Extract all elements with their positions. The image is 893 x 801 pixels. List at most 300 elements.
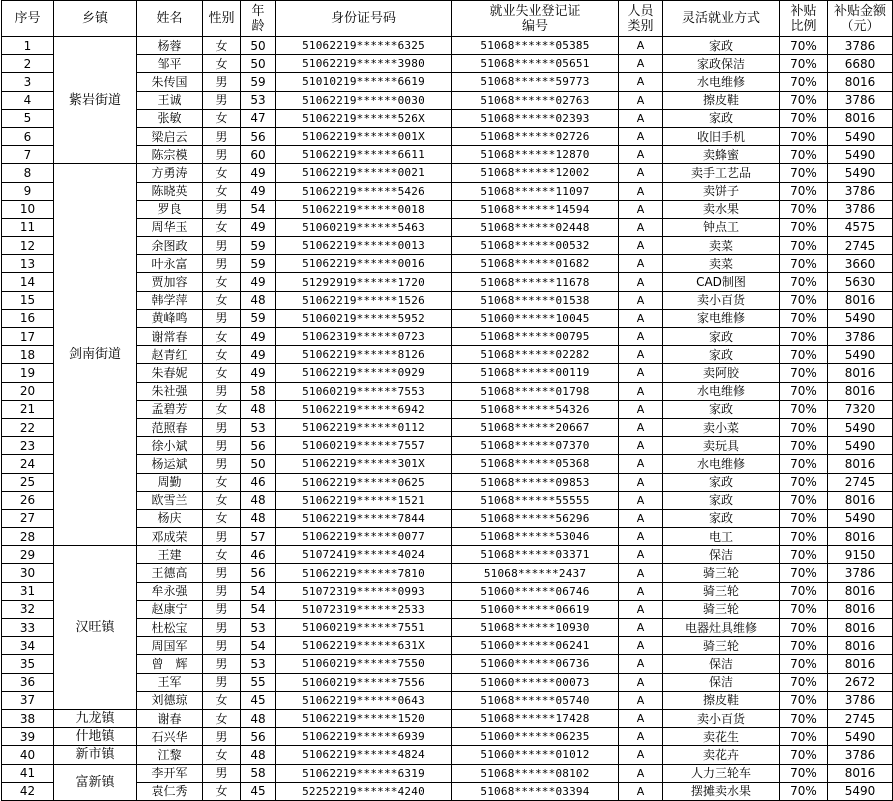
header-age bbox=[241, 1, 276, 37]
cell-employment-type: 家政 bbox=[663, 400, 780, 418]
cell-subsidy-amount: 5490 bbox=[828, 309, 893, 327]
cell-employment-type: CAD制图 bbox=[663, 273, 780, 291]
cell-town: 九龙镇 bbox=[54, 709, 137, 727]
cell-registration-number: 51060******06736 bbox=[452, 655, 619, 673]
cell-name: 袁仁秀 bbox=[137, 782, 203, 800]
cell-subsidy-amount: 2745 bbox=[828, 237, 893, 255]
cell-registration-number: 51068******02393 bbox=[452, 109, 619, 127]
cell-subsidy-ratio: 70% bbox=[780, 619, 828, 637]
cell-subsidy-amount: 2745 bbox=[828, 473, 893, 491]
cell-employment-type: 卖菜 bbox=[663, 237, 780, 255]
cell-subsidy-amount: 3786 bbox=[828, 746, 893, 764]
cell-gender: 男 bbox=[203, 382, 241, 400]
header-ratio-line2: 比例 bbox=[790, 18, 817, 34]
cell-gender: 男 bbox=[203, 582, 241, 600]
cell-town: 什地镇 bbox=[54, 728, 137, 746]
cell-employment-type: 卖蜂蜜 bbox=[663, 146, 780, 164]
cell-index: 30 bbox=[2, 564, 54, 582]
cell-age: 60 bbox=[241, 146, 276, 164]
cell-person-type: A bbox=[619, 655, 663, 673]
cell-name: 邹平 bbox=[137, 55, 203, 73]
cell-person-type: A bbox=[619, 182, 663, 200]
cell-name: 谢常春 bbox=[137, 328, 203, 346]
cell-name: 欧雪兰 bbox=[137, 491, 203, 509]
cell-person-type: A bbox=[619, 528, 663, 546]
cell-name: 周国军 bbox=[137, 637, 203, 655]
cell-name: 叶永富 bbox=[137, 255, 203, 273]
cell-age: 49 bbox=[241, 164, 276, 182]
cell-person-type: A bbox=[619, 418, 663, 436]
cell-age: 53 bbox=[241, 655, 276, 673]
cell-subsidy-amount: 8016 bbox=[828, 364, 893, 382]
cell-id-number: 52252219******4240 bbox=[276, 782, 452, 800]
cell-subsidy-ratio: 70% bbox=[780, 37, 828, 55]
cell-registration-number: 51068******09853 bbox=[452, 473, 619, 491]
cell-employment-type: 卖小百货 bbox=[663, 709, 780, 727]
cell-gender: 男 bbox=[203, 127, 241, 145]
cell-gender: 男 bbox=[203, 91, 241, 109]
cell-index: 24 bbox=[2, 455, 54, 473]
cell-age: 48 bbox=[241, 709, 276, 727]
cell-person-type: A bbox=[619, 619, 663, 637]
cell-index: 13 bbox=[2, 255, 54, 273]
cell-subsidy-ratio: 70% bbox=[780, 328, 828, 346]
cell-index: 22 bbox=[2, 418, 54, 436]
cell-name: 黄峰鸣 bbox=[137, 309, 203, 327]
cell-registration-number: 51060******06235 bbox=[452, 728, 619, 746]
cell-subsidy-ratio: 70% bbox=[780, 455, 828, 473]
cell-gender: 女 bbox=[203, 709, 241, 727]
cell-gender: 女 bbox=[203, 37, 241, 55]
cell-id-number: 51010219******6619 bbox=[276, 73, 452, 91]
cell-subsidy-ratio: 70% bbox=[780, 91, 828, 109]
cell-person-type: A bbox=[619, 146, 663, 164]
cell-subsidy-amount: 2672 bbox=[828, 673, 893, 691]
cell-employment-type: 卖水果 bbox=[663, 200, 780, 218]
cell-index: 31 bbox=[2, 582, 54, 600]
cell-id-number: 51062319******0723 bbox=[276, 328, 452, 346]
cell-subsidy-ratio: 70% bbox=[780, 528, 828, 546]
cell-employment-type: 保洁 bbox=[663, 546, 780, 564]
cell-age: 58 bbox=[241, 382, 276, 400]
cell-name: 李开军 bbox=[137, 764, 203, 782]
cell-person-type: A bbox=[619, 237, 663, 255]
cell-gender: 男 bbox=[203, 728, 241, 746]
cell-subsidy-ratio: 70% bbox=[780, 728, 828, 746]
cell-gender: 女 bbox=[203, 473, 241, 491]
cell-name: 朱社强 bbox=[137, 382, 203, 400]
cell-employment-type: 骑三轮 bbox=[663, 637, 780, 655]
cell-person-type: A bbox=[619, 455, 663, 473]
cell-subsidy-ratio: 70% bbox=[780, 237, 828, 255]
cell-employment-type: 擦皮鞋 bbox=[663, 691, 780, 709]
cell-registration-number: 51068******07370 bbox=[452, 437, 619, 455]
cell-subsidy-ratio: 70% bbox=[780, 746, 828, 764]
cell-name: 刘德琼 bbox=[137, 691, 203, 709]
cell-id-number: 51062219******0018 bbox=[276, 200, 452, 218]
cell-town: 紫岩街道 bbox=[54, 37, 137, 164]
cell-subsidy-amount: 3786 bbox=[828, 564, 893, 582]
cell-registration-number: 51068******02282 bbox=[452, 346, 619, 364]
cell-registration-number: 51068******59773 bbox=[452, 73, 619, 91]
table-row bbox=[2, 709, 893, 727]
cell-id-number: 51062219******8126 bbox=[276, 346, 452, 364]
cell-person-type: A bbox=[619, 127, 663, 145]
cell-id-number: 51060219******7550 bbox=[276, 655, 452, 673]
cell-subsidy-ratio: 70% bbox=[780, 109, 828, 127]
cell-employment-type: 人力三轮车 bbox=[663, 764, 780, 782]
cell-index: 12 bbox=[2, 237, 54, 255]
cell-person-type: A bbox=[619, 437, 663, 455]
cell-index: 16 bbox=[2, 309, 54, 327]
header-reg-line1: 就业失业登记证 bbox=[489, 3, 581, 19]
cell-person-type: A bbox=[619, 746, 663, 764]
cell-name: 杨庆 bbox=[137, 509, 203, 527]
cell-person-type: A bbox=[619, 509, 663, 527]
cell-name: 朱传国 bbox=[137, 73, 203, 91]
cell-age: 59 bbox=[241, 237, 276, 255]
cell-town: 富新镇 bbox=[54, 764, 137, 800]
cell-name: 王诚 bbox=[137, 91, 203, 109]
cell-index: 19 bbox=[2, 364, 54, 382]
cell-subsidy-ratio: 70% bbox=[780, 273, 828, 291]
cell-subsidy-ratio: 70% bbox=[780, 346, 828, 364]
cell-id-number: 51292919******1720 bbox=[276, 273, 452, 291]
subsidy-table bbox=[1, 0, 893, 801]
table-row bbox=[2, 164, 893, 182]
cell-registration-number: 51068******20667 bbox=[452, 418, 619, 436]
table-row bbox=[2, 746, 893, 764]
cell-id-number: 51062219******4824 bbox=[276, 746, 452, 764]
cell-age: 56 bbox=[241, 728, 276, 746]
header-ratio-line1: 补贴 bbox=[790, 3, 817, 19]
cell-subsidy-amount: 4575 bbox=[828, 218, 893, 236]
cell-index: 9 bbox=[2, 182, 54, 200]
cell-person-type: A bbox=[619, 564, 663, 582]
cell-gender: 男 bbox=[203, 455, 241, 473]
cell-subsidy-ratio: 70% bbox=[780, 473, 828, 491]
cell-registration-number: 51060******06619 bbox=[452, 600, 619, 618]
cell-index: 7 bbox=[2, 146, 54, 164]
cell-subsidy-ratio: 70% bbox=[780, 146, 828, 164]
cell-person-type: A bbox=[619, 728, 663, 746]
cell-index: 25 bbox=[2, 473, 54, 491]
cell-name: 邓成荣 bbox=[137, 528, 203, 546]
cell-age: 48 bbox=[241, 509, 276, 527]
cell-employment-type: 电工 bbox=[663, 528, 780, 546]
cell-gender: 女 bbox=[203, 782, 241, 800]
cell-subsidy-ratio: 70% bbox=[780, 655, 828, 673]
cell-index: 36 bbox=[2, 673, 54, 691]
cell-index: 10 bbox=[2, 200, 54, 218]
cell-person-type: A bbox=[619, 473, 663, 491]
cell-subsidy-amount: 8016 bbox=[828, 600, 893, 618]
cell-gender: 女 bbox=[203, 691, 241, 709]
cell-age: 46 bbox=[241, 546, 276, 564]
header-amount bbox=[828, 1, 893, 37]
cell-subsidy-amount: 5630 bbox=[828, 273, 893, 291]
cell-subsidy-amount: 8016 bbox=[828, 73, 893, 91]
cell-registration-number: 51068******05740 bbox=[452, 691, 619, 709]
cell-employment-type: 骑三轮 bbox=[663, 564, 780, 582]
cell-id-number: 51062219******0112 bbox=[276, 418, 452, 436]
cell-subsidy-ratio: 70% bbox=[780, 546, 828, 564]
cell-id-number: 51062219******001X bbox=[276, 127, 452, 145]
cell-subsidy-amount: 8016 bbox=[828, 655, 893, 673]
cell-gender: 女 bbox=[203, 55, 241, 73]
cell-name: 徐小斌 bbox=[137, 437, 203, 455]
cell-id-number: 51062219******0021 bbox=[276, 164, 452, 182]
cell-id-number: 51062219******0013 bbox=[276, 237, 452, 255]
cell-age: 50 bbox=[241, 55, 276, 73]
cell-index: 26 bbox=[2, 491, 54, 509]
cell-registration-number: 51068******05368 bbox=[452, 455, 619, 473]
cell-id-number: 51062219******0929 bbox=[276, 364, 452, 382]
header-job: 灵活就业方式 bbox=[663, 1, 780, 37]
cell-registration-number: 51068******17428 bbox=[452, 709, 619, 727]
cell-age: 50 bbox=[241, 455, 276, 473]
cell-id-number: 51062219******0016 bbox=[276, 255, 452, 273]
cell-subsidy-amount: 9150 bbox=[828, 546, 893, 564]
cell-index: 3 bbox=[2, 73, 54, 91]
cell-registration-number: 51068******14594 bbox=[452, 200, 619, 218]
cell-employment-type: 骑三轮 bbox=[663, 582, 780, 600]
cell-name: 朱春妮 bbox=[137, 364, 203, 382]
cell-gender: 男 bbox=[203, 73, 241, 91]
cell-registration-number: 51068******05651 bbox=[452, 55, 619, 73]
cell-subsidy-amount: 8016 bbox=[828, 455, 893, 473]
cell-person-type: A bbox=[619, 637, 663, 655]
cell-subsidy-ratio: 70% bbox=[780, 400, 828, 418]
cell-person-type: A bbox=[619, 291, 663, 309]
cell-age: 48 bbox=[241, 291, 276, 309]
cell-subsidy-amount: 8016 bbox=[828, 637, 893, 655]
cell-person-type: A bbox=[619, 218, 663, 236]
header-reg-line2: 编号 bbox=[521, 18, 548, 34]
cell-name: 杜松宝 bbox=[137, 619, 203, 637]
header-id: 身份证号码 bbox=[276, 1, 452, 37]
cell-index: 35 bbox=[2, 655, 54, 673]
cell-registration-number: 51068******12002 bbox=[452, 164, 619, 182]
cell-age: 47 bbox=[241, 109, 276, 127]
cell-subsidy-ratio: 70% bbox=[780, 73, 828, 91]
cell-registration-number: 51060******01012 bbox=[452, 746, 619, 764]
cell-id-number: 51062219******526X bbox=[276, 109, 452, 127]
cell-id-number: 51062219******5426 bbox=[276, 182, 452, 200]
cell-id-number: 51062219******6611 bbox=[276, 146, 452, 164]
cell-employment-type: 家政 bbox=[663, 509, 780, 527]
cell-subsidy-amount: 5490 bbox=[828, 437, 893, 455]
cell-age: 59 bbox=[241, 73, 276, 91]
cell-employment-type: 卖菜 bbox=[663, 255, 780, 273]
cell-person-type: A bbox=[619, 673, 663, 691]
cell-person-type: A bbox=[619, 200, 663, 218]
cell-subsidy-ratio: 70% bbox=[780, 309, 828, 327]
table-row bbox=[2, 728, 893, 746]
cell-id-number: 51072319******2533 bbox=[276, 600, 452, 618]
cell-gender: 男 bbox=[203, 637, 241, 655]
cell-index: 32 bbox=[2, 600, 54, 618]
cell-index: 38 bbox=[2, 709, 54, 727]
cell-name: 谢春 bbox=[137, 709, 203, 727]
cell-name: 张敏 bbox=[137, 109, 203, 127]
cell-subsidy-amount: 3786 bbox=[828, 200, 893, 218]
cell-gender: 女 bbox=[203, 291, 241, 309]
cell-person-type: A bbox=[619, 600, 663, 618]
cell-gender: 男 bbox=[203, 655, 241, 673]
cell-gender: 男 bbox=[203, 418, 241, 436]
cell-gender: 男 bbox=[203, 619, 241, 637]
cell-employment-type: 家政 bbox=[663, 473, 780, 491]
cell-subsidy-amount: 8016 bbox=[828, 291, 893, 309]
header-amount-line1: 补贴金额 bbox=[833, 3, 886, 19]
cell-registration-number: 51068******11097 bbox=[452, 182, 619, 200]
cell-name: 余图政 bbox=[137, 237, 203, 255]
cell-age: 56 bbox=[241, 437, 276, 455]
cell-town: 新市镇 bbox=[54, 746, 137, 764]
cell-name: 赵青红 bbox=[137, 346, 203, 364]
cell-gender: 女 bbox=[203, 364, 241, 382]
cell-registration-number: 51068******12870 bbox=[452, 146, 619, 164]
cell-name: 周华玉 bbox=[137, 218, 203, 236]
cell-gender: 女 bbox=[203, 346, 241, 364]
cell-age: 54 bbox=[241, 637, 276, 655]
cell-subsidy-amount: 5490 bbox=[828, 164, 893, 182]
cell-registration-number: 51060******06241 bbox=[452, 637, 619, 655]
cell-age: 46 bbox=[241, 473, 276, 491]
cell-person-type: A bbox=[619, 782, 663, 800]
cell-name: 罗良 bbox=[137, 200, 203, 218]
cell-employment-type: 家政保洁 bbox=[663, 55, 780, 73]
cell-person-type: A bbox=[619, 73, 663, 91]
cell-id-number: 51060219******5952 bbox=[276, 309, 452, 327]
cell-id-number: 51060219******7557 bbox=[276, 437, 452, 455]
cell-subsidy-amount: 5490 bbox=[828, 728, 893, 746]
cell-subsidy-ratio: 70% bbox=[780, 709, 828, 727]
cell-gender: 女 bbox=[203, 509, 241, 527]
cell-person-type: A bbox=[619, 109, 663, 127]
cell-employment-type: 钟点工 bbox=[663, 218, 780, 236]
cell-id-number: 51072419******4024 bbox=[276, 546, 452, 564]
header-row bbox=[2, 1, 893, 37]
cell-employment-type: 保洁 bbox=[663, 673, 780, 691]
cell-id-number: 51062219******631X bbox=[276, 637, 452, 655]
cell-name: 陈晓英 bbox=[137, 182, 203, 200]
cell-gender: 男 bbox=[203, 564, 241, 582]
cell-id-number: 51062219******1520 bbox=[276, 709, 452, 727]
cell-employment-type: 卖玩具 bbox=[663, 437, 780, 455]
cell-id-number: 51060219******5463 bbox=[276, 218, 452, 236]
header-index: 序号 bbox=[2, 1, 54, 37]
cell-registration-number: 51068******53046 bbox=[452, 528, 619, 546]
cell-index: 1 bbox=[2, 37, 54, 55]
cell-registration-number: 51068******00532 bbox=[452, 237, 619, 255]
cell-id-number: 51060219******7551 bbox=[276, 619, 452, 637]
cell-gender: 女 bbox=[203, 546, 241, 564]
cell-id-number: 51062219******3980 bbox=[276, 55, 452, 73]
cell-index: 4 bbox=[2, 91, 54, 109]
cell-subsidy-amount: 3786 bbox=[828, 91, 893, 109]
cell-name: 梁启云 bbox=[137, 127, 203, 145]
cell-gender: 男 bbox=[203, 309, 241, 327]
cell-subsidy-amount: 3660 bbox=[828, 255, 893, 273]
cell-id-number: 51062219******6939 bbox=[276, 728, 452, 746]
cell-gender: 女 bbox=[203, 400, 241, 418]
cell-subsidy-amount: 3786 bbox=[828, 37, 893, 55]
cell-id-number: 51062219******1521 bbox=[276, 491, 452, 509]
header-name: 姓名 bbox=[137, 1, 203, 37]
cell-index: 39 bbox=[2, 728, 54, 746]
cell-person-type: A bbox=[619, 691, 663, 709]
cell-subsidy-amount: 5490 bbox=[828, 346, 893, 364]
cell-person-type: A bbox=[619, 37, 663, 55]
cell-gender: 男 bbox=[203, 673, 241, 691]
cell-person-type: A bbox=[619, 546, 663, 564]
cell-subsidy-amount: 8016 bbox=[828, 582, 893, 600]
cell-gender: 男 bbox=[203, 764, 241, 782]
cell-gender: 女 bbox=[203, 328, 241, 346]
cell-registration-number: 51060******10045 bbox=[452, 309, 619, 327]
cell-person-type: A bbox=[619, 255, 663, 273]
cell-age: 49 bbox=[241, 346, 276, 364]
cell-age: 54 bbox=[241, 582, 276, 600]
cell-town: 剑南街道 bbox=[54, 164, 137, 546]
cell-gender: 男 bbox=[203, 600, 241, 618]
cell-name: 王军 bbox=[137, 673, 203, 691]
cell-person-type: A bbox=[619, 400, 663, 418]
cell-employment-type: 卖花卉 bbox=[663, 746, 780, 764]
cell-name: 牟永强 bbox=[137, 582, 203, 600]
cell-employment-type: 水电维修 bbox=[663, 73, 780, 91]
header-reg bbox=[452, 1, 619, 37]
cell-id-number: 51062219******0077 bbox=[276, 528, 452, 546]
cell-index: 20 bbox=[2, 382, 54, 400]
cell-id-number: 51062219******7844 bbox=[276, 509, 452, 527]
cell-subsidy-ratio: 70% bbox=[780, 218, 828, 236]
cell-registration-number: 51068******10930 bbox=[452, 619, 619, 637]
cell-gender: 女 bbox=[203, 491, 241, 509]
header-age-line2: 龄 bbox=[251, 18, 265, 34]
cell-subsidy-amount: 8016 bbox=[828, 764, 893, 782]
cell-name: 江黎 bbox=[137, 746, 203, 764]
cell-id-number: 51062219******6319 bbox=[276, 764, 452, 782]
cell-age: 49 bbox=[241, 182, 276, 200]
cell-index: 42 bbox=[2, 782, 54, 800]
cell-age: 54 bbox=[241, 600, 276, 618]
cell-subsidy-ratio: 70% bbox=[780, 600, 828, 618]
cell-age: 48 bbox=[241, 491, 276, 509]
cell-subsidy-ratio: 70% bbox=[780, 418, 828, 436]
cell-person-type: A bbox=[619, 764, 663, 782]
cell-index: 5 bbox=[2, 109, 54, 127]
cell-registration-number: 51068******02726 bbox=[452, 127, 619, 145]
header-gender: 性别 bbox=[203, 1, 241, 37]
cell-id-number: 51062219******1526 bbox=[276, 291, 452, 309]
cell-employment-type: 家政 bbox=[663, 37, 780, 55]
cell-registration-number: 51068******08102 bbox=[452, 764, 619, 782]
cell-subsidy-amount: 3786 bbox=[828, 182, 893, 200]
cell-employment-type: 骑三轮 bbox=[663, 600, 780, 618]
cell-age: 45 bbox=[241, 691, 276, 709]
cell-age: 55 bbox=[241, 673, 276, 691]
cell-age: 49 bbox=[241, 364, 276, 382]
cell-id-number: 51060219******7553 bbox=[276, 382, 452, 400]
cell-registration-number: 51060******00073 bbox=[452, 673, 619, 691]
cell-gender: 女 bbox=[203, 218, 241, 236]
cell-subsidy-amount: 5490 bbox=[828, 782, 893, 800]
cell-age: 56 bbox=[241, 564, 276, 582]
cell-subsidy-ratio: 70% bbox=[780, 382, 828, 400]
